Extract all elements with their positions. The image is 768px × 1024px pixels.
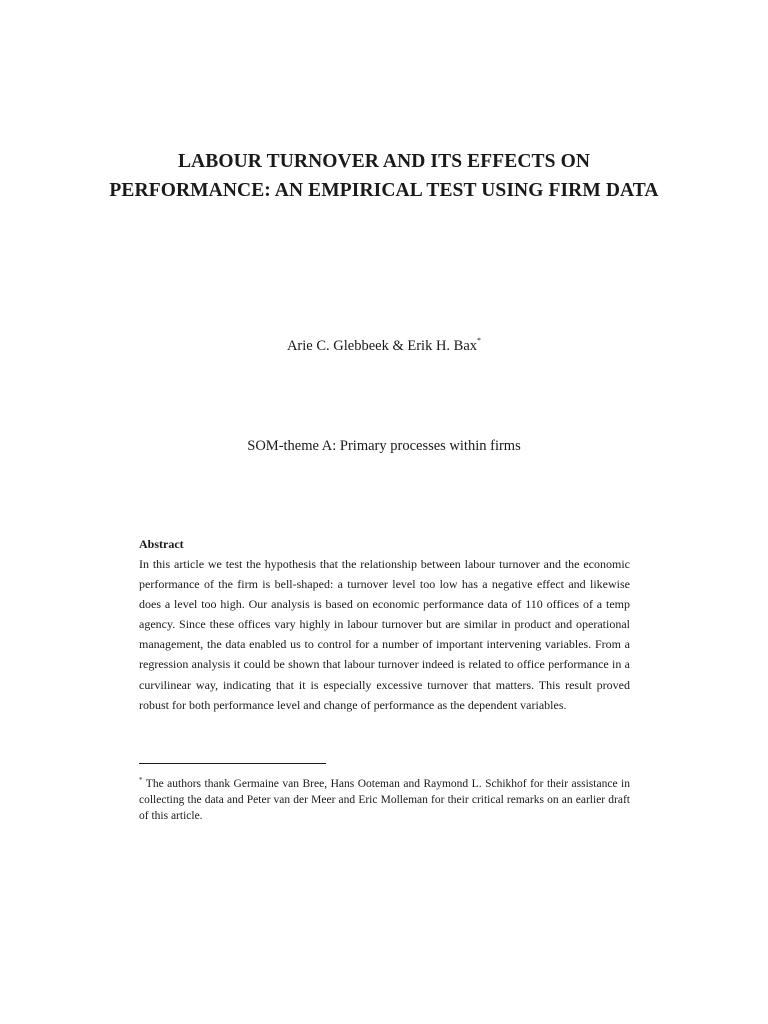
abstract-body: In this article we test the hypothesis that the relationship between labour turnover and the economic performance of the firm is bell-shaped: a turnover level too low has a negative effect and likewise does a level too high. Our analysis is based on economic performance data of 110 offices of a temp agency. Since these offices vary highly in labour turnover but are similar in product and operational management, the data enabled us to control for a number of important intervening variables. From a regression analysis it could be shown that labour turnover indeed is related to office performance in a curvilinear way, indicating that it is especially excessive turnover that matters. This result proved robust for both performance level and change of performance as the dependent variables.: [139, 557, 630, 712]
footnote-text: The authors thank Germaine van Bree, Hans Ooteman and Raymond L. Schikhof for their assistance in collecting the data and Peter van der Meer and Eric Molleman for their critical remarks on an earlier draft of this article.: [139, 778, 630, 822]
paper-title: LABOUR TURNOVER AND ITS EFFECTS ON PERFORMANCE: AN EMPIRICAL TEST USING FIRM DATA: [109, 151, 659, 201]
author-footnote-marker: *: [477, 336, 482, 345]
author-names: Arie C. Glebbeek & Erik H. Bax: [286, 338, 478, 354]
abstract-heading: Abstract: [139, 537, 184, 551]
author-line: [100, 336, 668, 356]
footnote: [139, 776, 630, 824]
footnote-divider: [139, 763, 326, 764]
footnote-marker: *: [139, 776, 143, 784]
research-theme: SOM-theme A: Primary processes within firms: [247, 438, 521, 454]
